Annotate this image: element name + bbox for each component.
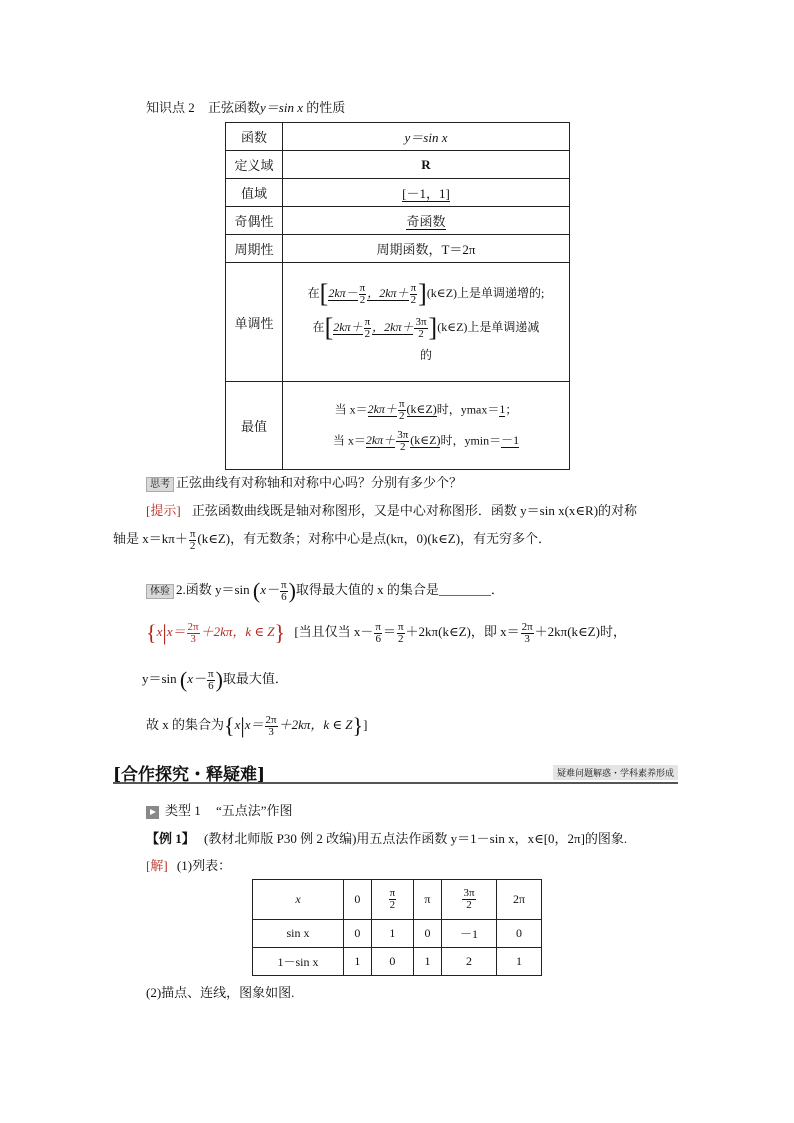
section-bar-title: [合作探究・释疑难] — [113, 765, 266, 785]
table-header-cell: 2π — [497, 880, 542, 920]
heading-suffix: 的性质 — [306, 100, 346, 115]
hint-line2: 轴是 x＝kπ＋ $\frac{\pi}{2}$ (k∈Z)，有无数条；对称中心是点(kπ，0)(k∈Z)，有无穷多个． — [113, 527, 552, 552]
table-row — [226, 179, 570, 207]
table-cell: 1 — [413, 948, 441, 976]
heading-title: 正弦函数 — [208, 100, 261, 115]
heading-func: y＝sin x — [260, 100, 303, 115]
section-heading — [146, 97, 345, 116]
table-header-cell: $\frac{\pi}{2}$ — [371, 880, 413, 920]
hint-text: 正弦函数曲线既是轴对称图形，又是中心对称图形．函数 y＝sin x(x∈R)的对称 — [191, 503, 638, 518]
solution-step1-text: (1)列表： — [176, 858, 232, 873]
table-header-cell: $\frac{3\pi}{2}$ — [442, 880, 497, 920]
example-text: (教材北师版 P30 例 2 改编)用五点法作函数 y＝1－sin x，x∈[0，2π]的图象. — [204, 831, 628, 846]
table-row — [253, 948, 542, 976]
play-icon — [146, 806, 159, 819]
table-cell: 0 — [497, 920, 542, 948]
exp-tag: 体验 — [146, 584, 174, 599]
exp-solution-line3: 故 x 的集合为{x|x＝ $\frac{2\pi}{3}$ ＋2kπ，k ∈ Z}] — [146, 713, 368, 738]
table-cell: 1－sin x — [253, 948, 344, 976]
table-header-cell: π — [413, 880, 441, 920]
type1-label: 类型 1 — [165, 803, 201, 818]
example1 — [146, 828, 627, 847]
table-value: 周期函数，T＝2π — [283, 235, 570, 263]
table-key: 单调性 — [226, 263, 283, 382]
think-text: 正弦曲线有对称轴和对称中心吗？分别有多少个？ — [176, 475, 463, 490]
table-row — [226, 263, 570, 382]
table-cell: 0 — [371, 948, 413, 976]
hint-label: [提示] — [146, 503, 181, 518]
table-key: 定义域 — [226, 151, 283, 179]
table-header-cell: 0 — [344, 880, 372, 920]
solution-label: [解] — [146, 858, 168, 873]
table-row — [226, 382, 570, 470]
table-key: 函数 — [226, 123, 283, 151]
think-tag: 思考 — [146, 477, 174, 492]
think-question — [146, 472, 462, 492]
extrema-cell: 当 x＝2kπ＋ $\frac{\pi}{2}$ (k∈Z)时，ymax＝1； 当 x＝2kπ＋ $\frac{3\pi}{2}$ (k∈Z)时，ymin＝－1 — [283, 382, 570, 470]
table-value: y＝sin x — [283, 123, 570, 151]
exp-question: 体验 2.函数 y＝sin (x－ $\frac{\pi}{6}$ )取得最大值的 x 的集合是________． — [146, 578, 504, 604]
table-row — [226, 235, 570, 263]
table-value: [－1，1] — [283, 179, 570, 207]
table-cell: 1 — [344, 948, 372, 976]
example-label: 【例 1】 — [146, 831, 195, 846]
heading-prefix: 知识点 2 — [146, 100, 195, 115]
table-header-cell: x — [253, 880, 344, 920]
table-value: 奇函数 — [283, 207, 570, 235]
table-row — [253, 920, 542, 948]
type1-heading — [146, 800, 293, 819]
table-row — [226, 123, 570, 151]
table-key: 最值 — [226, 382, 283, 470]
type1-title: “五点法”作图 — [216, 803, 293, 818]
table-key: 奇偶性 — [226, 207, 283, 235]
exp-solution-line1: {x|x＝ $\frac{2\pi}{3}$ ＋2kπ，k ∈ Z} [当且仅当 x－ $\frac{\pi}{6}$ ＝ $\frac{\pi}{2}$ ＋2kπ(k∈Z)，即 x＝ $\frac{2\pi}{3}$ ＋2kπ(k∈Z)时， — [146, 620, 626, 645]
table-key: 值域 — [226, 179, 283, 207]
exp-solution-line2: y＝sin (x－ $\frac{\pi}{6}$ )取最大值． — [142, 667, 288, 692]
table-cell: 0 — [344, 920, 372, 948]
solution-step2: (2)描点、连线，图象如图. — [146, 985, 295, 1000]
table-cell: sin x — [253, 920, 344, 948]
properties-table — [225, 122, 570, 470]
table-cell: 0 — [413, 920, 441, 948]
hint-line1 — [146, 500, 637, 519]
table-key: 周期性 — [226, 235, 283, 263]
table-row — [226, 151, 570, 179]
table-cell: 1 — [497, 948, 542, 976]
solution-step1 — [146, 855, 231, 874]
monotonicity-cell: 在[2kπ－ $\frac{\pi}{2}$ ，2kπ＋ $\frac{\pi}{2}$ ](k∈Z)上是单调递增的; 在[2kπ＋ $\frac{\pi}{2}$ ，2kπ＋ $\frac{3\pi}{2}$ ](k∈Z)上是单调递减 的 — [283, 263, 570, 382]
table-cell: －1 — [442, 920, 497, 948]
table-row — [226, 207, 570, 235]
table-value: R — [283, 151, 570, 179]
values-table — [252, 879, 542, 976]
table-row — [253, 880, 542, 920]
exp-answer: {x|x＝ $\frac{2\pi}{3}$ ＋2kπ，k ∈ Z} — [146, 620, 286, 645]
table-cell: 2 — [442, 948, 497, 976]
table-cell: 1 — [371, 920, 413, 948]
section-bar-right-label: 疑难问题解惑・学科素养形成 — [553, 765, 678, 780]
